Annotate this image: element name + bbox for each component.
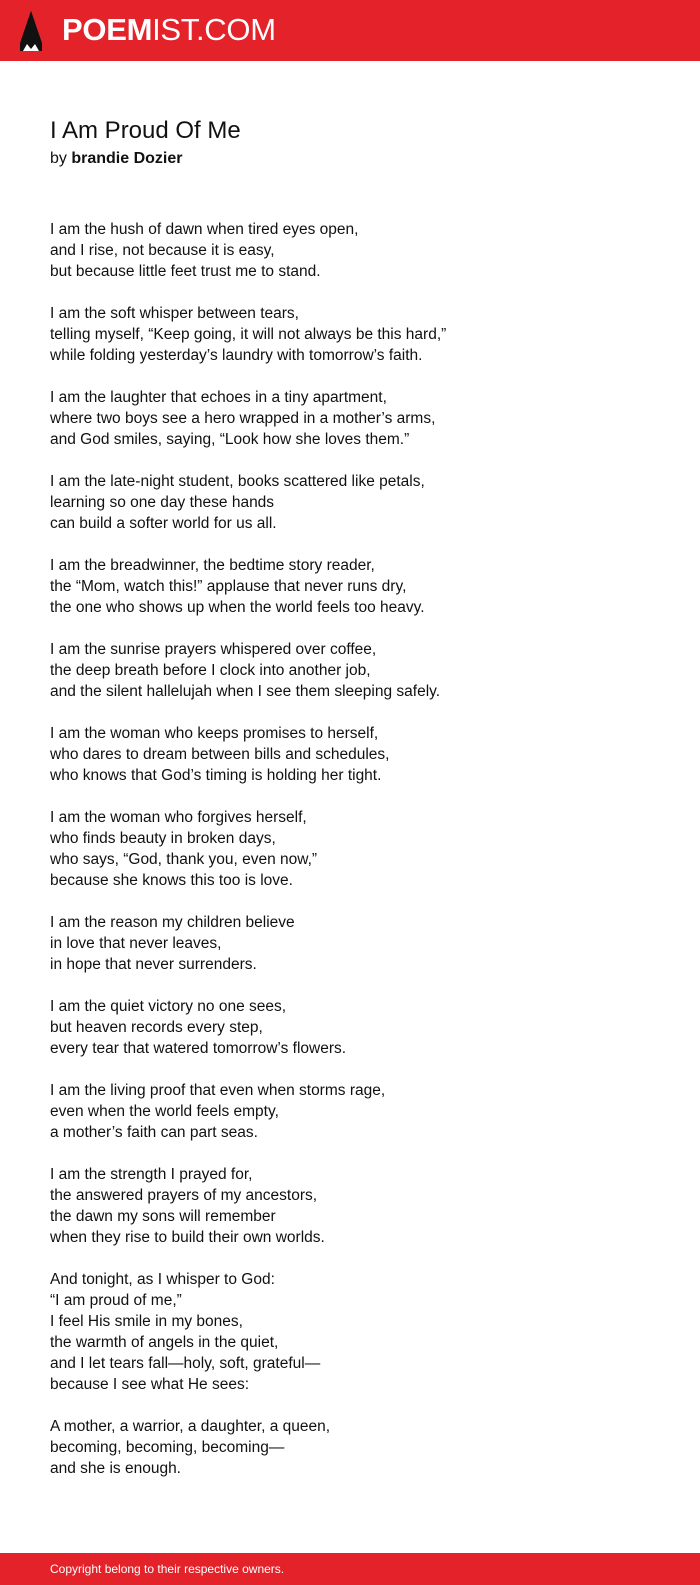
poem-line: I feel His smile in my bones,	[50, 1313, 243, 1330]
poem-line: where two boys see a hero wrapped in a mother’s arms,	[50, 410, 436, 427]
poem-line: when they rise to build their own worlds.	[50, 1229, 325, 1246]
poem-stanza	[50, 723, 650, 786]
poem-title: I Am Proud Of Me	[50, 117, 241, 144]
poem-line: the dawn my sons will remember	[50, 1208, 276, 1225]
poem-stanza	[50, 996, 650, 1059]
poem-line: “I am proud of me,”	[50, 1292, 182, 1309]
logo-text-bold: POEM	[62, 12, 153, 47]
poem-line: the answered prayers of my ancestors,	[50, 1187, 318, 1204]
poem-line: the warmth of angels in the quiet,	[50, 1334, 279, 1351]
poem-line: I am the living proof that even when storms rage,	[50, 1082, 386, 1099]
poem-line: becoming, becoming, becoming—	[50, 1439, 285, 1456]
poem-stanza	[50, 912, 650, 975]
poem-line: because she knows this too is love.	[50, 872, 293, 889]
poem-line: but heaven records every step,	[50, 1019, 263, 1036]
poem-line: and I rise, not because it is easy,	[50, 242, 275, 259]
poem-line: telling myself, “Keep going, it will not always be this hard,”	[50, 326, 447, 343]
poem-line: every tear that watered tomorrow’s flowers.	[50, 1040, 347, 1057]
poem-stanza	[50, 639, 650, 702]
poem-stanza	[50, 555, 650, 618]
poem-stanza	[50, 219, 650, 282]
poem-line: I am the quiet victory no one sees,	[50, 998, 287, 1015]
poem-line: I am the strength I prayed for,	[50, 1166, 253, 1183]
logo-text-light: IST.COM	[152, 12, 276, 47]
poem-line: who knows that God’s timing is holding her tight.	[50, 767, 382, 784]
by-label: by	[50, 150, 67, 167]
poem-stanza	[50, 1080, 650, 1143]
poem-line: A mother, a warrior, a daughter, a queen,	[50, 1418, 331, 1435]
poem-line: a mother’s faith can part seas.	[50, 1124, 258, 1141]
poem-stanza	[50, 387, 650, 450]
site-header	[0, 0, 700, 61]
poem-line: learning so one day these hands	[50, 494, 275, 511]
poem-line: in hope that never surrenders.	[50, 956, 257, 973]
poem-line: I am the reason my children believe	[50, 914, 295, 931]
poem-line: I am the hush of dawn when tired eyes open,	[50, 221, 359, 238]
author-name: brandie Dozier	[71, 150, 183, 167]
poem-line: and the silent hallelujah when I see them sleeping safely.	[50, 683, 441, 700]
copyright-notice: Copyright belong to their respective owners.	[50, 1562, 285, 1576]
poem-byline	[50, 149, 183, 169]
pencil-tip-icon[interactable]	[19, 10, 43, 52]
site-logo[interactable]	[62, 12, 276, 48]
poem-line: and she is enough.	[50, 1460, 181, 1477]
poem-line: I am the woman who keeps promises to herself,	[50, 725, 379, 742]
site-footer	[0, 1553, 700, 1585]
poem-line: who finds beauty in broken days,	[50, 830, 276, 847]
poem-line: the one who shows up when the world feels too heavy.	[50, 599, 425, 616]
poem-line: because I see what He sees:	[50, 1376, 250, 1393]
poem-stanza	[50, 303, 650, 366]
poem-line: who dares to dream between bills and schedules,	[50, 746, 390, 763]
poem-line: I am the woman who forgives herself,	[50, 809, 307, 826]
poem-line: I am the late-night student, books scattered like petals,	[50, 473, 425, 490]
poem-line: while folding yesterday’s laundry with tomorrow’s faith.	[50, 347, 423, 364]
poem-line: and I let tears fall—holy, soft, grateful—	[50, 1355, 321, 1372]
poem-line: I am the sunrise prayers whispered over coffee,	[50, 641, 377, 658]
poem-body	[50, 219, 650, 1500]
poem-line: even when the world feels empty,	[50, 1103, 279, 1120]
poem-stanza	[50, 1269, 650, 1395]
poem-line: but because little feet trust me to stand.	[50, 263, 321, 280]
poem-stanza	[50, 1416, 650, 1479]
poem-line: the “Mom, watch this!” applause that never runs dry,	[50, 578, 407, 595]
poem-line: I am the breadwinner, the bedtime story reader,	[50, 557, 375, 574]
poem-line: who says, “God, thank you, even now,”	[50, 851, 318, 868]
poem-line: the deep breath before I clock into another job,	[50, 662, 371, 679]
poem-line: in love that never leaves,	[50, 935, 222, 952]
poem-line: can build a softer world for us all.	[50, 515, 277, 532]
poem-stanza	[50, 1164, 650, 1248]
poem-stanza	[50, 471, 650, 534]
poem-line: I am the laughter that echoes in a tiny apartment,	[50, 389, 387, 406]
poem-line: and God smiles, saying, “Look how she loves them.”	[50, 431, 410, 448]
poem-line: And tonight, as I whisper to God:	[50, 1271, 275, 1288]
poem-line: I am the soft whisper between tears,	[50, 305, 299, 322]
poem-stanza	[50, 807, 650, 891]
